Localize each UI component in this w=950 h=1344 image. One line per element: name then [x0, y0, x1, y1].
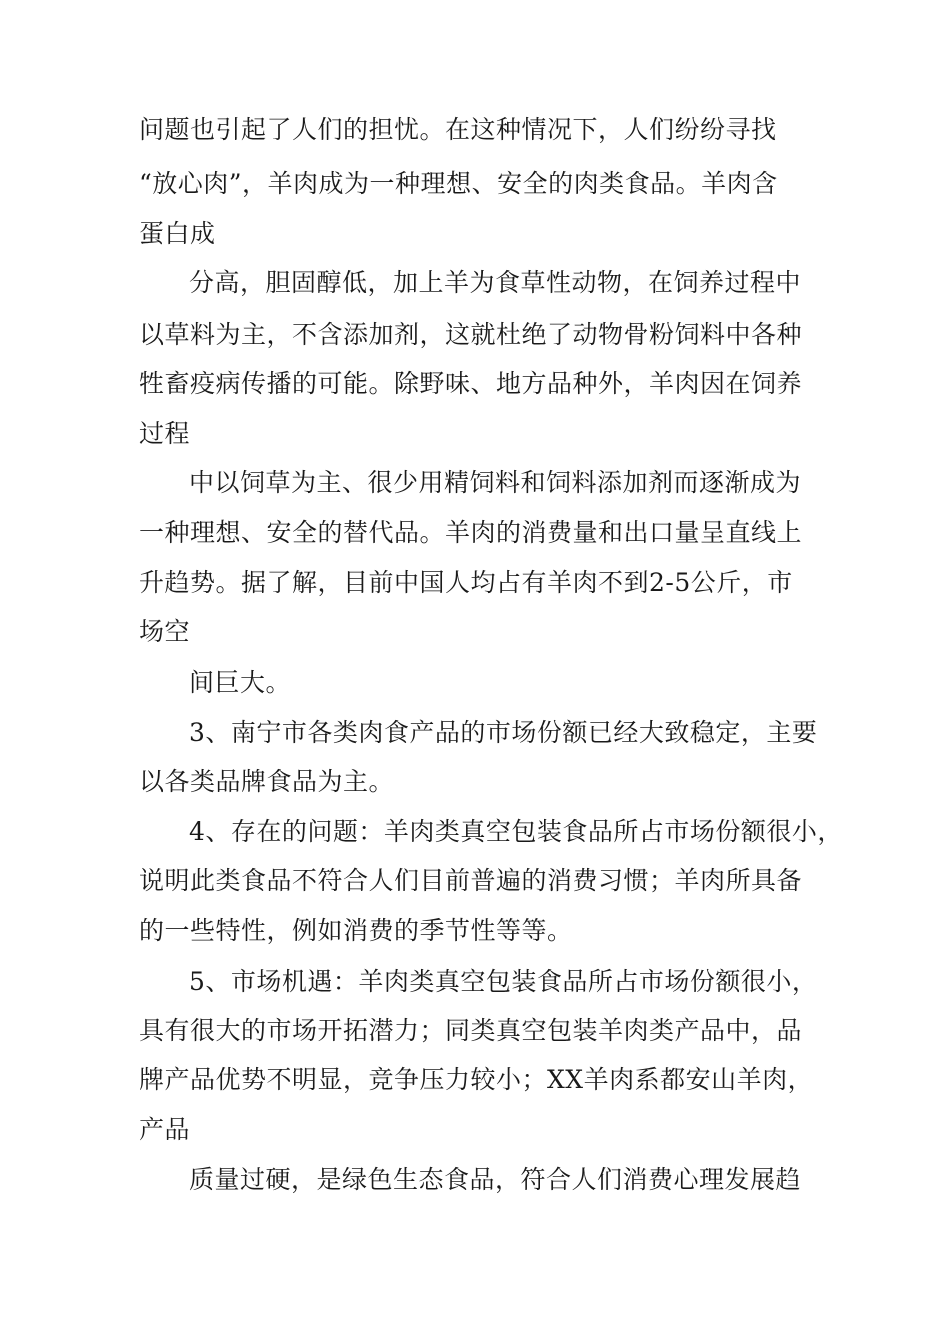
paragraph-start-line: 分高，胆固醇低，加上羊为食草性动物，在饲养过程中	[189, 268, 802, 297]
text-line: 过程	[139, 419, 191, 448]
paragraph-start-line: 间巨大。	[189, 668, 292, 697]
text-line: 牲畜疫病传播的可能。除野味、地方品种外，羊肉因在饲养	[139, 369, 803, 398]
text-line: 具有很大的市场开拓潜力；同类真空包装羊肉类产品中，品	[139, 1016, 803, 1045]
text-line: 牌产品优势不明显，竞争压力较小；XX羊肉系都安山羊肉，	[139, 1065, 814, 1094]
text-line: 升趋势。据了解，目前中国人均占有羊肉不到2-5公斤，市	[139, 568, 793, 597]
text-line: “放心肉”，羊肉成为一种理想、安全的肉类食品。羊肉含	[139, 169, 778, 198]
paragraph-start-line: 质量过硬，是绿色生态食品，符合人们消费心理发展趋	[189, 1165, 802, 1194]
paragraph-start-line: 4、存在的问题：羊肉类真空包装食品所占市场份额很小，	[189, 817, 843, 846]
text-line: 以各类品牌食品为主。	[139, 767, 395, 796]
text-line: 以草料为主，不含添加剂，这就杜绝了动物骨粉饲料中各种	[139, 320, 803, 349]
text-line: 蛋白成	[139, 219, 216, 248]
text-line: 场空	[139, 617, 191, 646]
paragraph-start-line: 中以饲草为主、很少用精饲料和饲料添加剂而逐渐成为	[189, 468, 802, 497]
text-line: 问题也引起了人们的担忧。在这种情况下，人们纷纷寻找	[139, 115, 777, 144]
paragraph-start-line: 3、南宁市各类肉食产品的市场份额已经大致稳定，主要	[189, 718, 818, 747]
text-line: 一种理想、安全的替代品。羊肉的消费量和出口量呈直线上	[139, 518, 803, 547]
text-line: 说明此类食品不符合人们目前普遍的消费习惯；羊肉所具备	[139, 866, 803, 895]
text-line: 产品	[139, 1115, 191, 1144]
text-line: 的一些特性，例如消费的季节性等等。	[139, 916, 573, 945]
paragraph-start-line: 5、市场机遇：羊肉类真空包装食品所占市场份额很小，	[189, 967, 818, 996]
